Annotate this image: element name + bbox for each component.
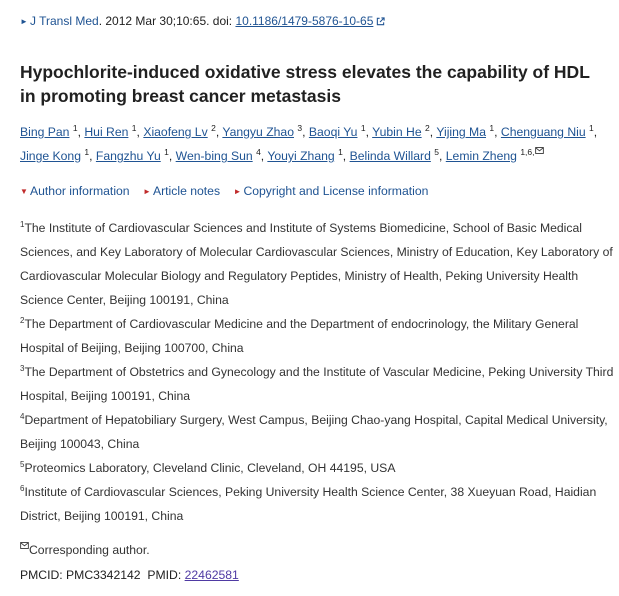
affiliation-number: 3 bbox=[20, 364, 25, 373]
author-affiliation-number[interactable]: 1,6, bbox=[520, 147, 535, 157]
author-information-label: Author information bbox=[30, 184, 130, 198]
author-entry: Belinda Willard $^5$, bbox=[349, 147, 446, 163]
author-list bbox=[20, 120, 610, 168]
author-affiliation-number[interactable]: 1 bbox=[589, 123, 594, 133]
affiliation-number: 4 bbox=[20, 412, 25, 421]
article-notes-label: Article notes bbox=[152, 184, 221, 198]
author-link[interactable]: Hui Ren bbox=[84, 125, 129, 139]
journal-name[interactable]: J Transl Med bbox=[30, 14, 99, 28]
affiliation-text: The Institute of Cardiovascular Sciences and Institute of Systems Biomedicine, School of Basic Medical Sciences, and Key Laboratory of Molecular Cardiovascular Sciences, Ministry of Education, Key Laboratory of Cardiovascular Molecular Biology and Regulatory Peptides, Ministry of Health, Peking University Health Science Center, Beijing 100191, China bbox=[20, 221, 613, 307]
author-affiliation-number[interactable]: 1 bbox=[338, 147, 343, 157]
author-affiliation-number[interactable]: 2 bbox=[425, 123, 430, 133]
author-link[interactable]: Baoqi Yu bbox=[308, 125, 358, 139]
author-affiliation-number[interactable]: 1 bbox=[84, 147, 90, 157]
affiliation-item bbox=[20, 312, 615, 360]
copyright-license-label: Copyright and License information bbox=[243, 184, 429, 198]
corresponding-note bbox=[20, 538, 150, 562]
author-link[interactable]: Lemin Zheng bbox=[445, 149, 517, 163]
author-entry: Hui Ren $^1$, bbox=[84, 123, 144, 139]
affiliation-item bbox=[20, 408, 615, 456]
pmcid-value: PMC3342142 bbox=[66, 568, 141, 582]
mail-icon bbox=[20, 542, 29, 549]
author-entry: Wen-bing Sun $^4$, bbox=[175, 147, 268, 163]
author-link[interactable]: Wen-bing Sun bbox=[175, 149, 253, 163]
doi-link[interactable]: 10.1186/1479-5876-10-65 bbox=[235, 14, 374, 28]
author-link[interactable]: Yubin He bbox=[372, 125, 422, 139]
author-entry: Fangzhu Yu $^1$, bbox=[95, 147, 176, 163]
author-link[interactable]: Yangyu Zhao bbox=[222, 125, 294, 139]
citation-details: . 2012 Mar 30;10:65. doi: bbox=[98, 14, 236, 28]
author-link[interactable]: Fangzhu Yu bbox=[95, 149, 161, 163]
affiliation-item bbox=[20, 480, 615, 528]
article-title: Hypochlorite-induced oxidative stress elevates the capability of HDL in promoting breast cancer metastasis bbox=[20, 62, 590, 106]
pmid-link[interactable]: 22462581 bbox=[184, 568, 239, 582]
affiliation-list bbox=[20, 216, 615, 528]
affiliation-text: Institute of Cardiovascular Sciences, Peking University Health Science Center, 38 Xueyuan Road, Haidian District, Beijing 100191, China bbox=[20, 485, 597, 523]
external-link-icon[interactable] bbox=[376, 17, 385, 26]
affiliation-number: 6 bbox=[20, 484, 25, 493]
author-link[interactable]: Xiaofeng Lv bbox=[143, 125, 208, 139]
author-affiliation-number[interactable]: 1 bbox=[131, 123, 137, 133]
expand-triangle-icon[interactable]: ► bbox=[20, 17, 28, 26]
author-affiliation-number[interactable]: 4 bbox=[256, 147, 261, 157]
author-link[interactable]: Yijing Ma bbox=[436, 125, 486, 139]
affiliation-number: 2 bbox=[20, 316, 25, 325]
affiliation-item bbox=[20, 216, 615, 312]
pmid-label: PMID: bbox=[147, 568, 185, 582]
author-information-toggle[interactable] bbox=[20, 184, 130, 198]
author-link[interactable]: Belinda Willard bbox=[349, 149, 431, 163]
affiliation-item bbox=[20, 456, 615, 480]
article-notes-toggle[interactable] bbox=[143, 184, 220, 198]
author-affiliation-number[interactable]: 1 bbox=[72, 123, 78, 133]
author-entry: Yijing Ma $^1$, bbox=[436, 123, 501, 139]
mail-icon[interactable] bbox=[535, 147, 544, 154]
author-entry: Xiaofeng Lv $^2$, bbox=[143, 123, 223, 139]
affiliation-text: The Department of Obstetrics and Gynecology and the Institute of Vascular Medicine, Peking University Third Hospital, Beijing 100191, China bbox=[20, 365, 614, 403]
caret-right-icon: ► bbox=[142, 187, 151, 196]
affiliation-text: Department of Hepatobiliary Surgery, West Campus, Beijing Chao-yang Hospital, Capital Medical University, Beijing 100043, China bbox=[20, 413, 608, 451]
article-ids bbox=[20, 565, 239, 585]
caret-right-icon: ► bbox=[233, 187, 242, 196]
caret-down-icon: ▼ bbox=[20, 187, 28, 196]
affiliation-number: 5 bbox=[20, 460, 25, 469]
author-link[interactable]: Chenguang Niu bbox=[500, 125, 586, 139]
author-entry: Youyi Zhang $^1$, bbox=[267, 147, 350, 163]
author-affiliation-number[interactable]: 1 bbox=[489, 123, 495, 133]
author-entry: Jinge Kong $^1$, bbox=[20, 147, 96, 163]
citation-line bbox=[20, 13, 385, 30]
author-affiliation-number[interactable]: 1 bbox=[164, 147, 169, 157]
author-entry: Bing Pan $^1$, bbox=[20, 123, 85, 139]
author-affiliation-number[interactable]: 2 bbox=[211, 123, 216, 133]
info-toggles bbox=[20, 182, 438, 201]
author-entry: Yubin He $^2$, bbox=[372, 123, 437, 139]
author-link[interactable]: Youyi Zhang bbox=[267, 149, 335, 163]
author-affiliation-number[interactable]: 1 bbox=[360, 123, 366, 133]
copyright-license-toggle[interactable] bbox=[233, 184, 428, 198]
author-link[interactable]: Bing Pan bbox=[20, 125, 70, 139]
affiliation-text: The Department of Cardiovascular Medicine and the Department of endocrinology, the Military General Hospital of Beijing, Beijing 100700, China bbox=[20, 317, 579, 355]
author-affiliation-number[interactable]: 5 bbox=[434, 147, 439, 157]
corresponding-label: Corresponding author. bbox=[29, 543, 150, 557]
pmcid-label: PMCID: bbox=[20, 568, 67, 582]
author-link[interactable]: Jinge Kong bbox=[20, 149, 81, 163]
affiliation-item bbox=[20, 360, 615, 408]
author-entry: Yangyu Zhao $^3$, bbox=[222, 123, 309, 139]
affiliation-text: Proteomics Laboratory, Cleveland Clinic, Cleveland, OH 44195, USA bbox=[24, 461, 396, 475]
affiliation-number: 1 bbox=[20, 220, 25, 229]
author-affiliation-number[interactable]: 3 bbox=[297, 123, 303, 133]
author-entry bbox=[446, 149, 544, 163]
author-entry: Chenguang Niu $^1$, bbox=[500, 123, 598, 139]
author-entry: Baoqi Yu $^1$, bbox=[308, 123, 373, 139]
